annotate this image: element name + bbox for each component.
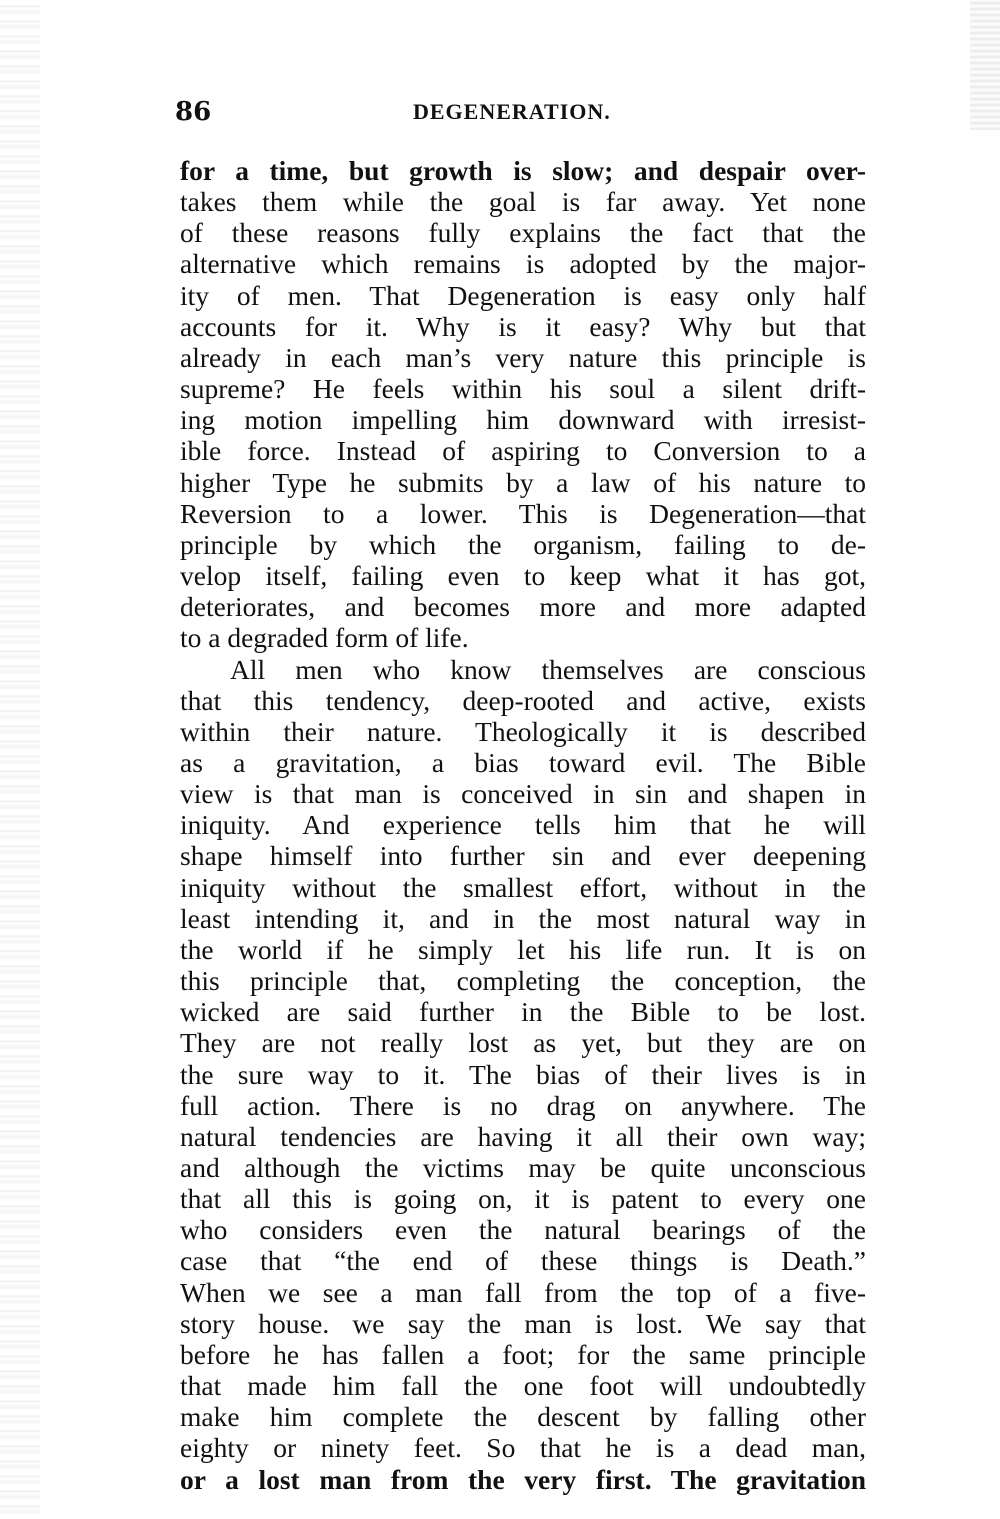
text-line: within their nature. Theologically it is described <box>180 715 866 747</box>
text-line: iniquity without the smallest effort, without in the <box>180 871 866 903</box>
text-line: When we see a man fall from the top of a five- <box>180 1276 866 1308</box>
text-line: principle by which the organism, failing to de- <box>180 528 866 560</box>
text-line: of these reasons fully explains the fact that the <box>180 217 866 249</box>
page-number: 86 <box>175 97 212 127</box>
text-line: eighty or ninety feet. So that he is a dead man, <box>180 1432 866 1464</box>
text-line: wicked are said further in the Bible to be lost. <box>180 996 866 1028</box>
text-line: to a degraded form of life. <box>180 622 469 654</box>
scan-edge-left <box>0 0 40 1519</box>
text-line: and although the victims may be quite unconscious <box>180 1152 866 1183</box>
text-line: story house. we say the man is lost. We say that <box>180 1307 866 1339</box>
text-line: alternative which remains is adopted by the major- <box>180 248 866 280</box>
text-line: that all this is going on, it is patent to every one <box>180 1183 866 1215</box>
text-line: least intending it, and in the most natural way in <box>180 902 866 934</box>
text-line: that made him fall the one foot will undoubtedly <box>180 1370 866 1402</box>
text-line: already in each man’s very nature this principle is <box>180 341 866 373</box>
text-line: ing motion impelling him downward with irresist- <box>180 404 866 436</box>
text-line: velop itself, failing even to keep what it has got, <box>180 560 866 592</box>
text-line: this principle that, completing the conception, the <box>180 965 866 997</box>
text-line: natural tendencies are having it all their own way; <box>180 1120 866 1152</box>
text-line: higher Type he submits by a law of his nature to <box>180 466 866 498</box>
text-line: accounts for it. Why is it easy? Why but that <box>180 310 866 342</box>
text-line: or a lost man from the very first. The gravitation <box>180 1463 866 1495</box>
body-text <box>180 155 866 1495</box>
text-line: the sure way to it. The bias of their lives is in <box>180 1058 866 1090</box>
text-line: full action. There is no drag on anywhere. The <box>180 1089 866 1121</box>
running-head: DEGENERATION. <box>413 99 611 124</box>
text-line: who considers even the natural bearings of the <box>180 1214 866 1246</box>
text-line: view is that man is conceived in sin and shapen in <box>180 778 866 810</box>
page-header <box>175 92 865 132</box>
text-line: iniquity. And experience tells him that he will <box>180 809 866 841</box>
text-line: that this tendency, deep-rooted and active, exists <box>180 684 866 716</box>
text-line: Reversion to a lower. This is Degeneration—that <box>180 497 866 529</box>
text-line: They are not really lost as yet, but they are on <box>180 1027 866 1059</box>
text-line: supreme? He feels within his soul a silent drift- <box>180 373 866 405</box>
scan-edge-right <box>970 0 1000 130</box>
text-line: ible force. Instead of aspiring to Conversion to a <box>180 435 866 467</box>
text-line: deteriorates, and becomes more and more adapted <box>180 591 866 623</box>
text-line: takes them while the goal is far away. Yet none <box>180 186 866 218</box>
text-line: All men who know themselves are conscious <box>230 653 866 685</box>
text-line: make him complete the descent by falling other <box>180 1401 866 1433</box>
text-line: before he has fallen a foot; for the same principle <box>180 1338 866 1370</box>
text-line: as a gravitation, a bias toward evil. The Bible <box>180 746 866 778</box>
text-line: for a time, but growth is slow; and despair over- <box>180 155 866 186</box>
text-line: the world if he simply let his life run. It is on <box>180 933 866 965</box>
text-line: shape himself into further sin and ever deepening <box>180 840 866 872</box>
text-line: case that “the end of these things is Death.” <box>180 1245 866 1277</box>
text-line: ity of men. That Degeneration is easy only half <box>180 279 866 311</box>
